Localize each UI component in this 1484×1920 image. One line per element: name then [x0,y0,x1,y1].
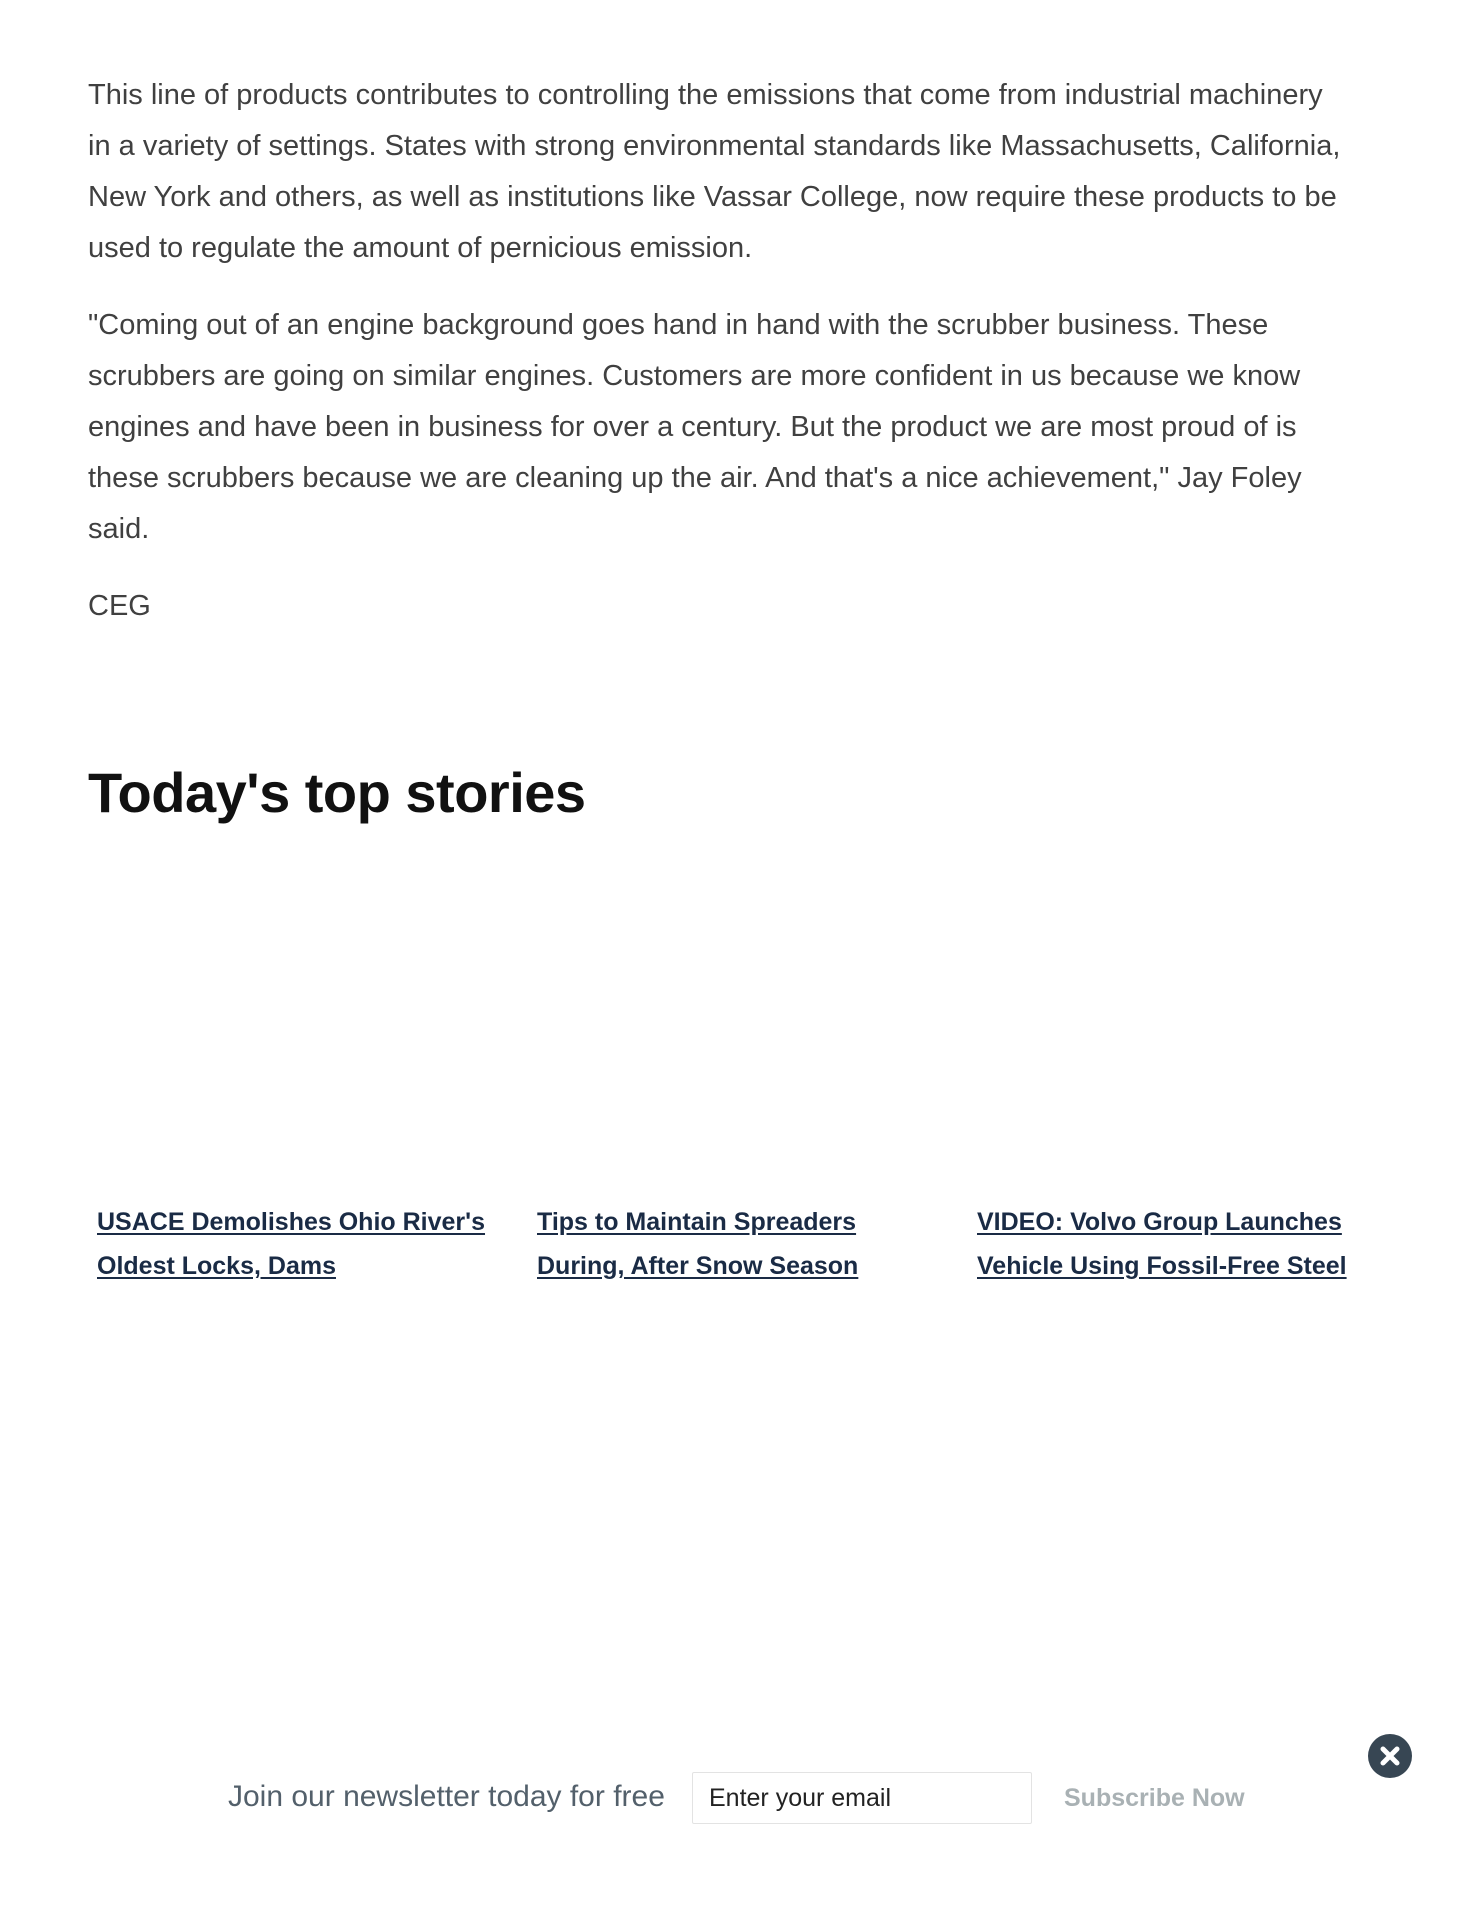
story-card [537,1200,937,1288]
close-circle-icon [1368,1734,1412,1778]
story-link[interactable]: USACE Demolishes Ohio River's Oldest Locks, Dams [97,1208,486,1280]
story-link[interactable]: Tips to Maintain Spreaders During, After Snow Season [537,1208,859,1280]
newsletter-bar [0,1752,1484,1920]
article-paragraph: This line of products contributes to controlling the emissions that come from industrial machinery in a variety of settings. States with strong environmental standards like Massachusetts, California, New York and others, as well as institutions like Vassar College, now require these products to be used to regulate the amount of pernicious emission. [88,79,1341,264]
article-body [88,70,1348,658]
story-link[interactable]: VIDEO: Volvo Group Launches Vehicle Using Fossil-Free Steel [977,1208,1347,1280]
email-input[interactable] [692,1772,1032,1824]
article-source: CEG [88,590,151,622]
close-newsletter-button[interactable] [1368,1734,1412,1778]
story-card [97,1200,497,1288]
newsletter-label: Join our newsletter today for free [228,1780,665,1813]
top-stories-heading: Today's top stories [88,761,586,824]
story-card [977,1200,1387,1288]
subscribe-button[interactable]: Subscribe Now [1050,1772,1259,1824]
article-paragraph: "Coming out of an engine background goes hand in hand with the scrubber business. These scrubbers are going on similar engines. Customers are more confident in us because we know engines and have been in business for over a century. But the product we are most proud of is these scrubbers because we are cleaning up the air. And that's a nice achievement," Jay Foley said. [88,309,1302,545]
